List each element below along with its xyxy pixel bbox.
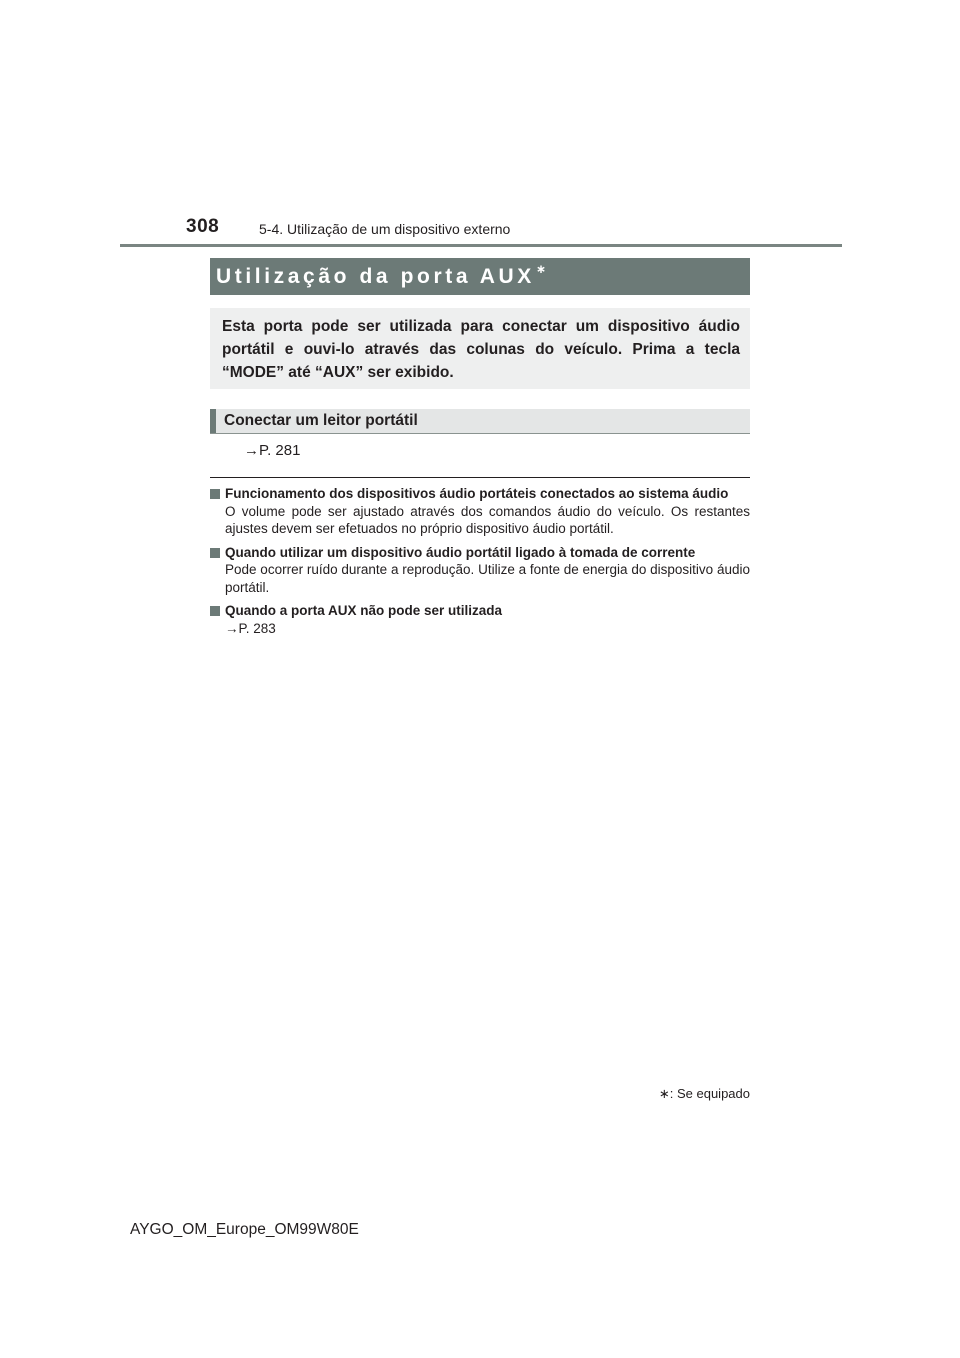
section-title-bar — [210, 258, 750, 295]
note-title — [210, 485, 750, 503]
equipment-marker: ∗ — [535, 261, 546, 276]
note-body: O volume pode ser ajustado através dos comandos áudio do veículo. Os restantes ajustes devem ser efetuados no próprio dispositivo áudio portátil. — [225, 503, 750, 536]
note-title-text: Quando utilizar um dispositivo áudio portátil ligado à tomada de corrente — [225, 544, 696, 560]
note-title-text: Funcionamento dos dispositivos áudio portáteis conectados ao sistema áudio — [225, 486, 729, 501]
notes-list — [210, 485, 750, 643]
page-reference-link[interactable]: →P. 281 — [244, 442, 301, 459]
page-number: 308 — [186, 216, 220, 237]
note-body: Pode ocorrer ruído durante a reprodução. Utilize a fonte de energia do dispositivo áudio portátil. — [225, 562, 750, 595]
square-bullet-icon — [210, 606, 220, 616]
section-title: Utilização da porta AUX — [216, 264, 535, 288]
notes-divider — [210, 477, 750, 478]
note-item — [210, 485, 750, 538]
intro-box — [210, 308, 750, 389]
square-bullet-icon — [210, 489, 220, 499]
note-reference-link[interactable]: →P. 283 — [225, 620, 276, 636]
note-item — [210, 602, 750, 637]
section-path: 5-4. Utilização de um dispositivo externo — [259, 221, 511, 237]
note-title-text: Quando a porta AUX não pode ser utilizada — [225, 603, 503, 618]
subsection-heading-text: Conectar um leitor portátil — [224, 412, 418, 429]
subsection-heading — [210, 409, 750, 434]
header-rule — [120, 244, 842, 247]
square-bullet-icon — [210, 548, 220, 558]
note-title — [210, 544, 750, 562]
footnote: ∗: Se equipado — [658, 1086, 750, 1101]
note-item — [210, 544, 750, 597]
note-title — [210, 602, 750, 620]
document-id: AYGO_OM_Europe_OM99W80E — [130, 1221, 359, 1238]
intro-text: Esta porta pode ser utilizada para conectar um dispositivo áudio portátil e ouvi-lo através das colunas do veículo. Prima a tecla “MODE” até “AUX” ser exibido. — [222, 318, 740, 381]
